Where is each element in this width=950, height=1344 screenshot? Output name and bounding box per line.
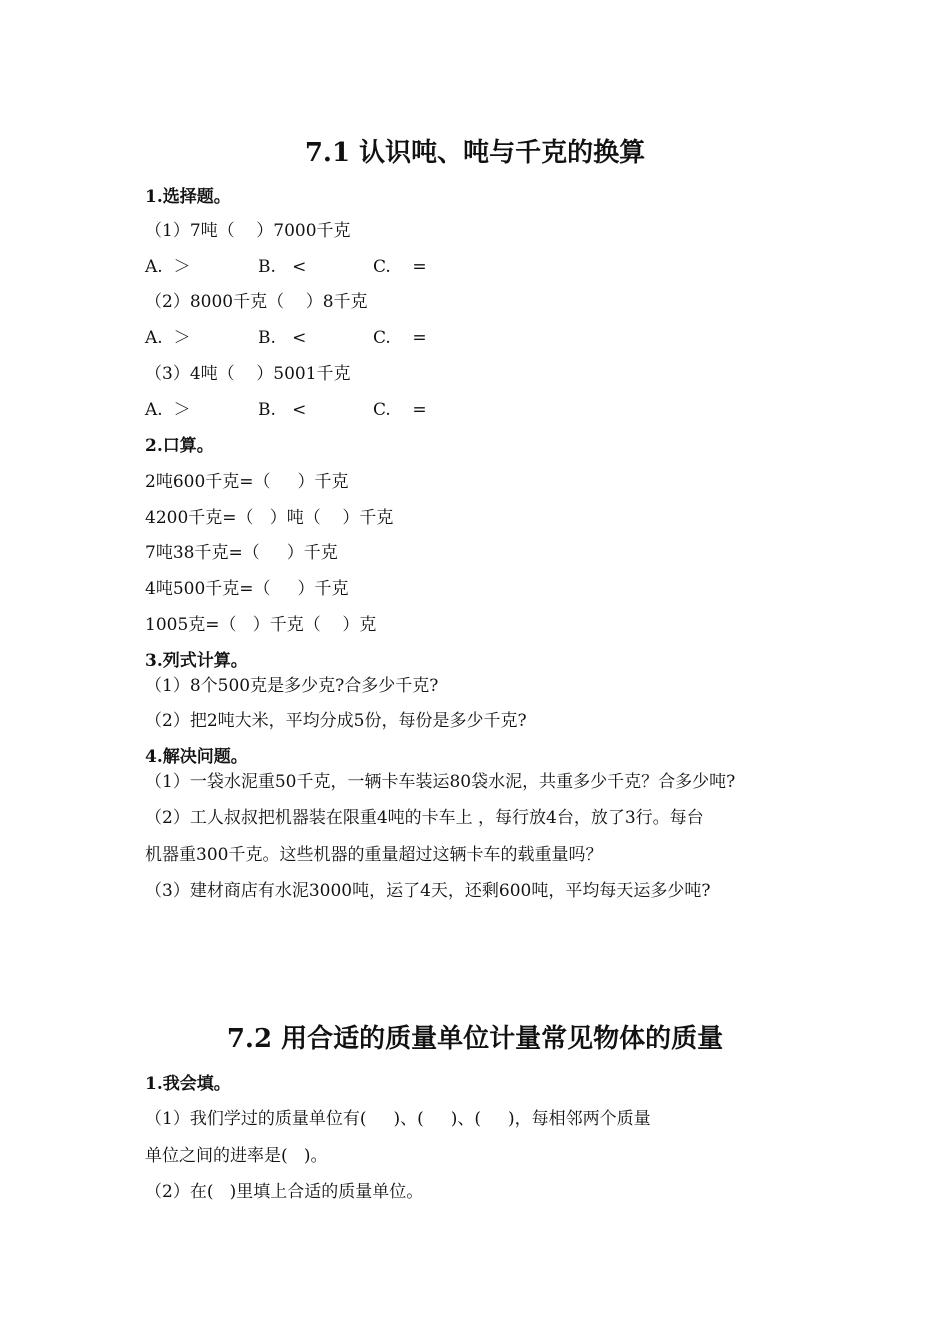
question-item: 4200千克=（ ）吨（ ）千克 [145,508,394,528]
question-heading-4: 4.解决问题。 [145,747,248,767]
question-item: 单位之间的进率是( )。 [145,1146,328,1166]
option-b: B. < [258,257,307,277]
question-item: （3）建材商店有水泥3000吨，运了4天，还剩600吨，平均每天运多少吨? [145,881,711,901]
question-item: 2吨600千克=（ ）千克 [145,472,349,492]
question-item: （3）4吨（ ）5001千克 [145,364,351,384]
question-heading-1: 1.选择题。 [145,187,231,207]
question-item: （1）我们学过的质量单位有( )、( )、( )，每相邻两个质量 [145,1109,651,1129]
question-heading-1: 1.我会填。 [145,1074,231,1094]
option-b: B. < [258,400,307,420]
question-item: （2）在( )里填上合适的质量单位。 [145,1182,424,1202]
option-c: C. = [373,328,427,348]
option-a: A. ＞ [145,257,191,277]
option-c: C. = [373,257,427,277]
question-item: （1）一袋水泥重50千克，一辆卡车装运80袋水泥，共重多少千克？合多少吨? [145,772,736,792]
section-title-7-2: 7.2 用合适的质量单位计量常见物体的质量 [226,1024,724,1054]
option-a: A. ＞ [145,328,191,348]
question-item: 4吨500千克=（ ）千克 [145,579,349,599]
question-item: （2）工人叔叔把机器装在限重4吨的卡车上 ，每行放4台，放了3行。每台 [145,808,704,828]
option-a: A. ＞ [145,400,191,420]
question-item: 1005克=（ ）千克（ ）克 [145,615,377,635]
option-c: C. = [373,400,427,420]
question-heading-2: 2.口算。 [145,436,214,456]
question-item: （2）把2吨大米，平均分成5份，每份是多少千克? [145,711,527,731]
question-item: （1）7吨（ ）7000千克 [145,221,351,241]
section-title-7-1: 7.1 认识吨、吨与千克的换算 [304,138,646,168]
question-item: 7吨38千克=（ ）千克 [145,543,338,563]
question-heading-3: 3.列式计算。 [145,651,248,671]
question-item: （2）8000千克（ ）8千克 [145,292,368,312]
question-item: （1）8个500克是多少克?合多少千克? [145,676,439,696]
option-b: B. < [258,328,307,348]
question-item: 机器重300千克。这些机器的重量超过这辆卡车的载重量吗？ [145,845,603,865]
